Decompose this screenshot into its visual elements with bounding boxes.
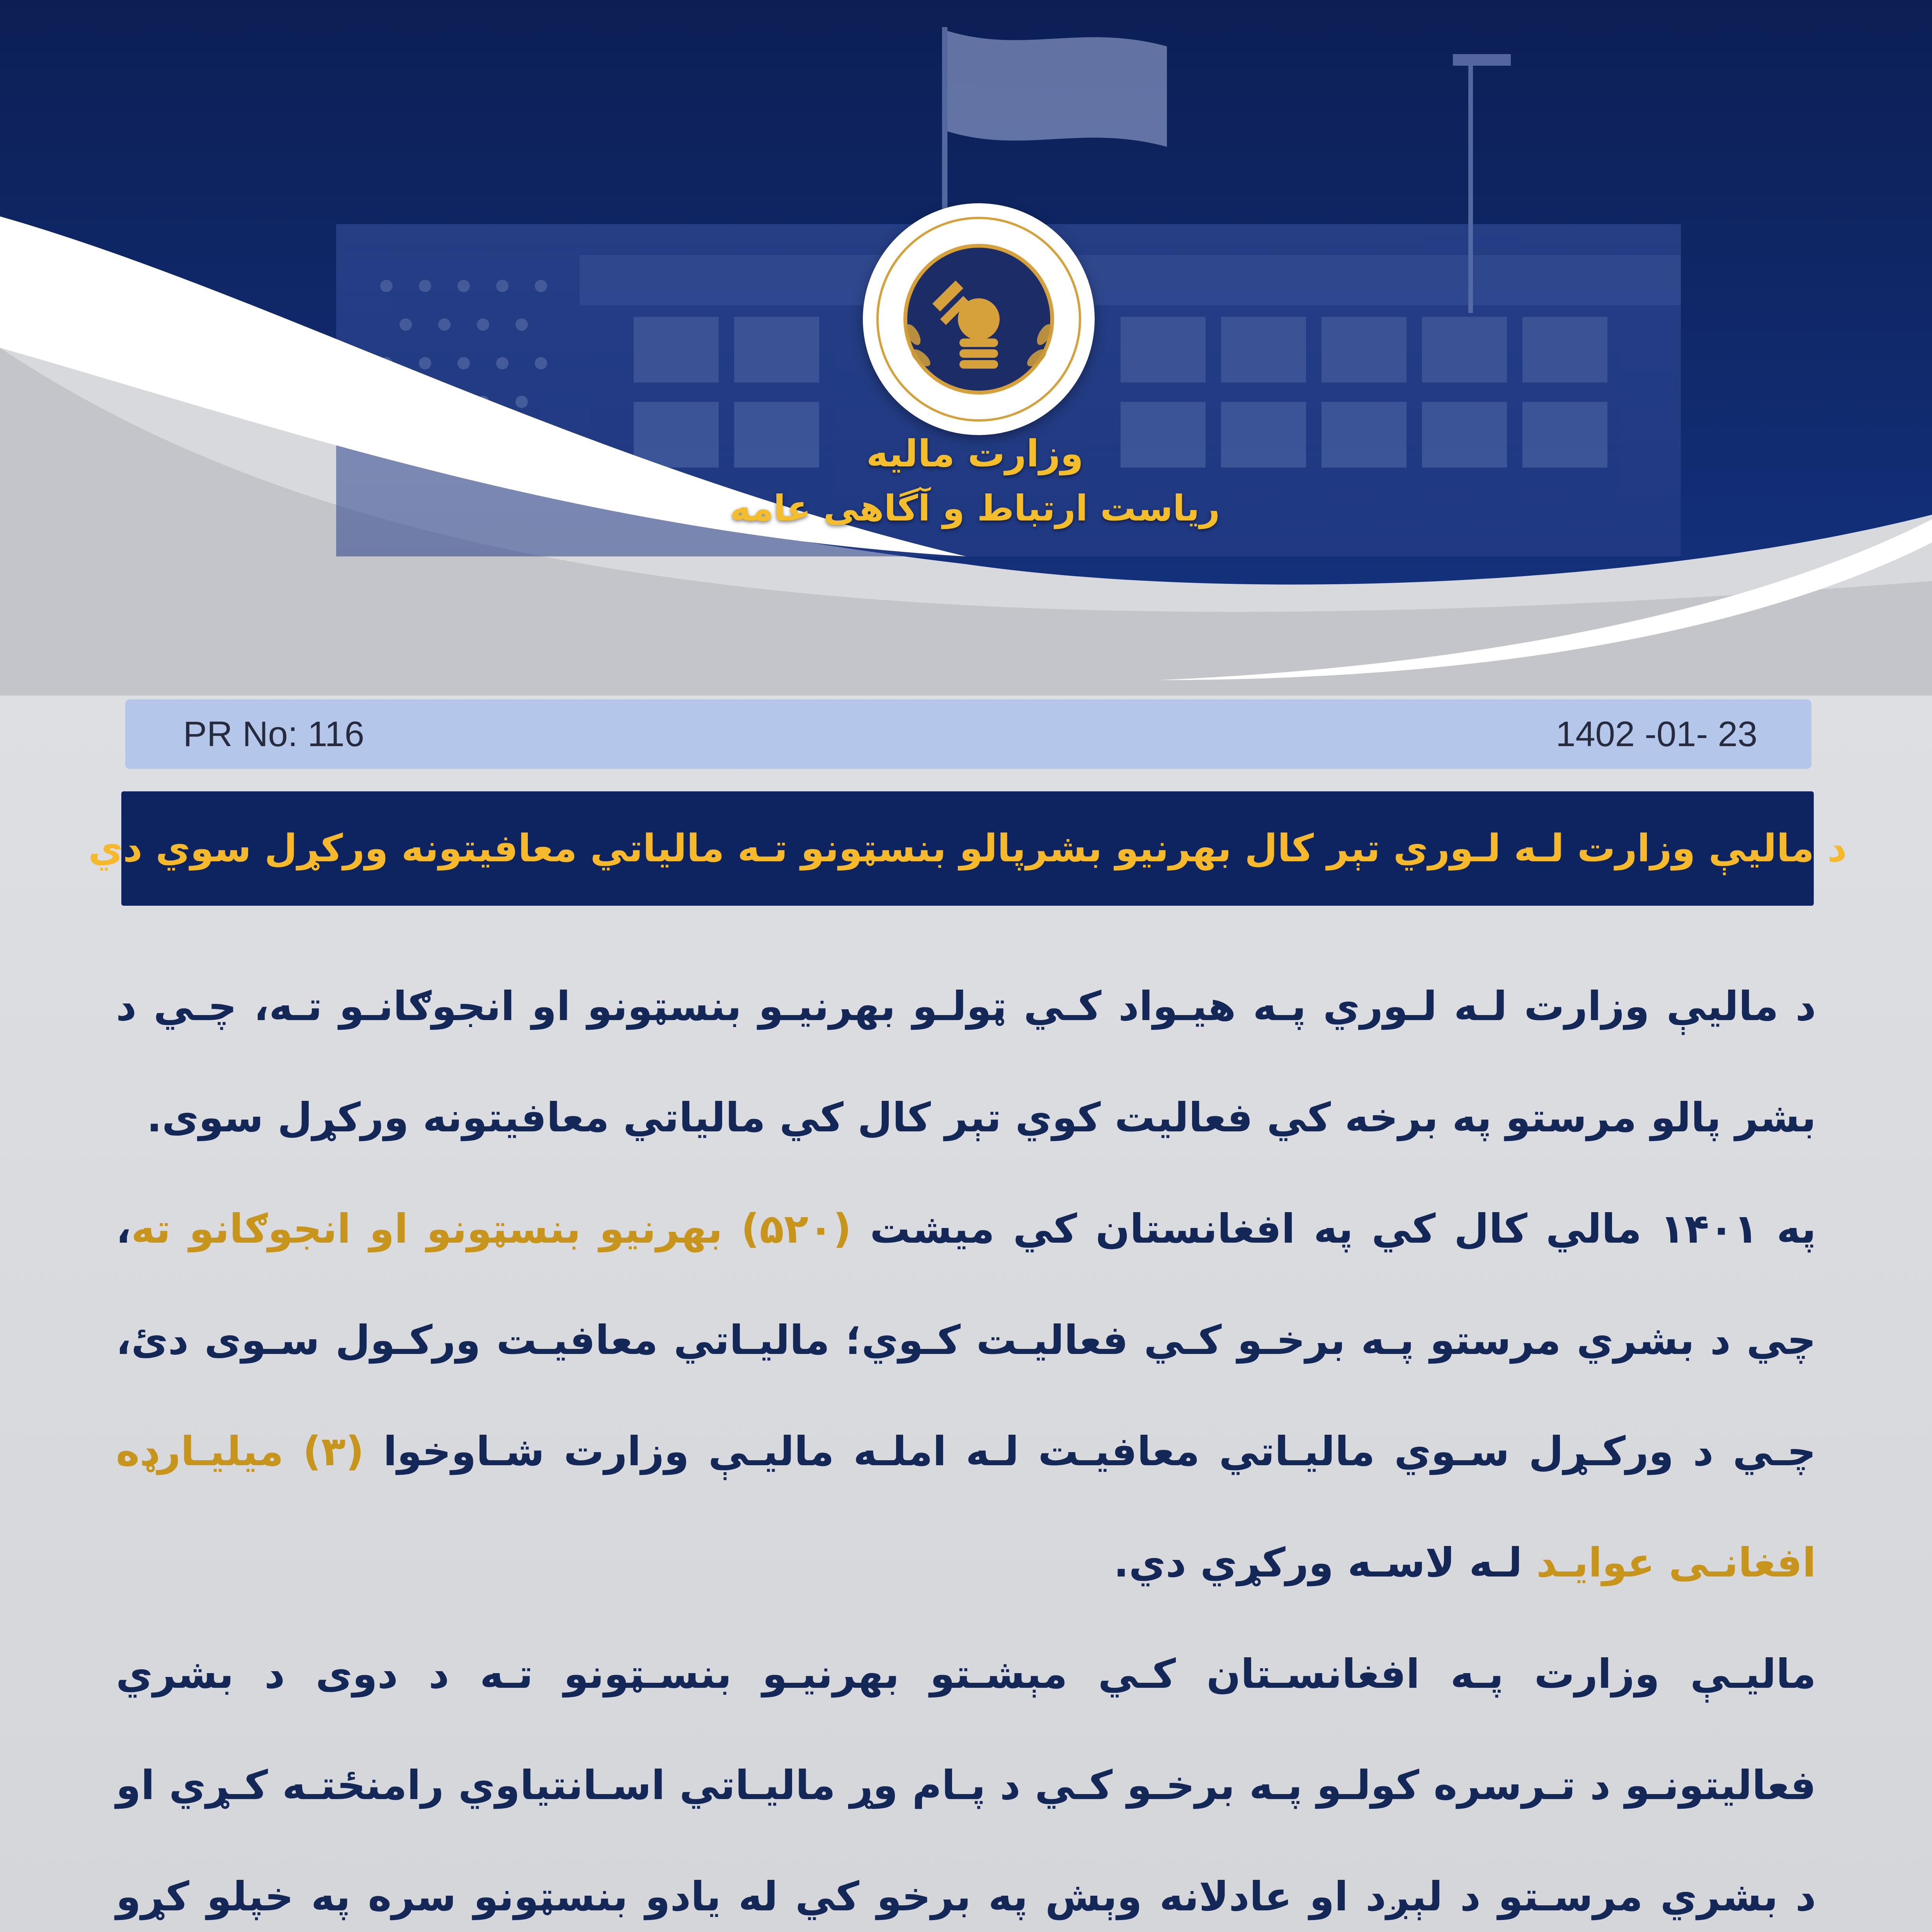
department-name: ریاست ارتباط و آگاهی عامه (730, 488, 1220, 529)
headline: د مالیې وزارت لـه لـوري تېر کال بهرنیو بشرپالو بنسټونو تـه مالیاتي معافیتونه ورکړل سوي دي (88, 827, 1847, 871)
ministry-name: وزارت مالیه (866, 432, 1083, 475)
paragraph-2-highlight-revenue: (۳) میلیـارډه افغانـی عوایـد (116, 1428, 1816, 1586)
press-release-info-bar (125, 699, 1811, 769)
ministry-of-finance-emblem (863, 203, 1095, 435)
paragraph-1: د مالیې وزارت لـه لـوري پـه هیـواد کـي ټولـو بهرنیـو بنسټونو او انجوګانـو تـه، چـي د بشر پالو مرستو په برخه کي فعالیت کوي تېر کال کي مالیاتي معافیتونه ورکړل سوی. (116, 983, 1816, 1141)
press-release-number: PR No: 116 (183, 714, 364, 754)
headline-box (88, 791, 1847, 906)
article-body (116, 951, 1816, 1932)
emblem-graphic (863, 203, 1095, 435)
paragraph-2-text-end: لـه لاسـه ورکړي دي. (1113, 1539, 1536, 1586)
paragraph-2-text-continued: ، چي د بشري مرستو پـه برخـو کـي فعالیـت کـوي؛ مالیـاتي معافیـت ورکـول سـوی دئ، چـي د ورکـړل سـوي مالیـاتي معافیـت لـه املـه مالیـې وزارت شـاوخوا (116, 1205, 1816, 1475)
paragraph-2 (116, 1173, 1816, 1618)
paragraph-2-text: په ۱۴۰۱ مالي کال کي په افغانستان کي میشت (851, 1205, 1816, 1252)
paragraph-3: مالیـې وزارت پـه افغانسـتان کـي مېشـتو بهرنیـو بنسـټونو تـه د دوی د بشري فعالیتونـو د تـرسره کولـو پـه برخـو کـي د پـام وړ مالیـاتي اسـانتیاوي رامنځتـه کـړي او د بشري مرسـتو د لېږد او عادلانه وېش په برخو کي له یادو بنسټونو سره په خپلو کړو (116, 1650, 1816, 1920)
press-release-date: 1402 -01- 23 (1556, 714, 1757, 754)
paragraph-2-highlight-count: (۵۲۰) بهرنیو بنسټونو او انجوګانو ته (131, 1205, 852, 1252)
